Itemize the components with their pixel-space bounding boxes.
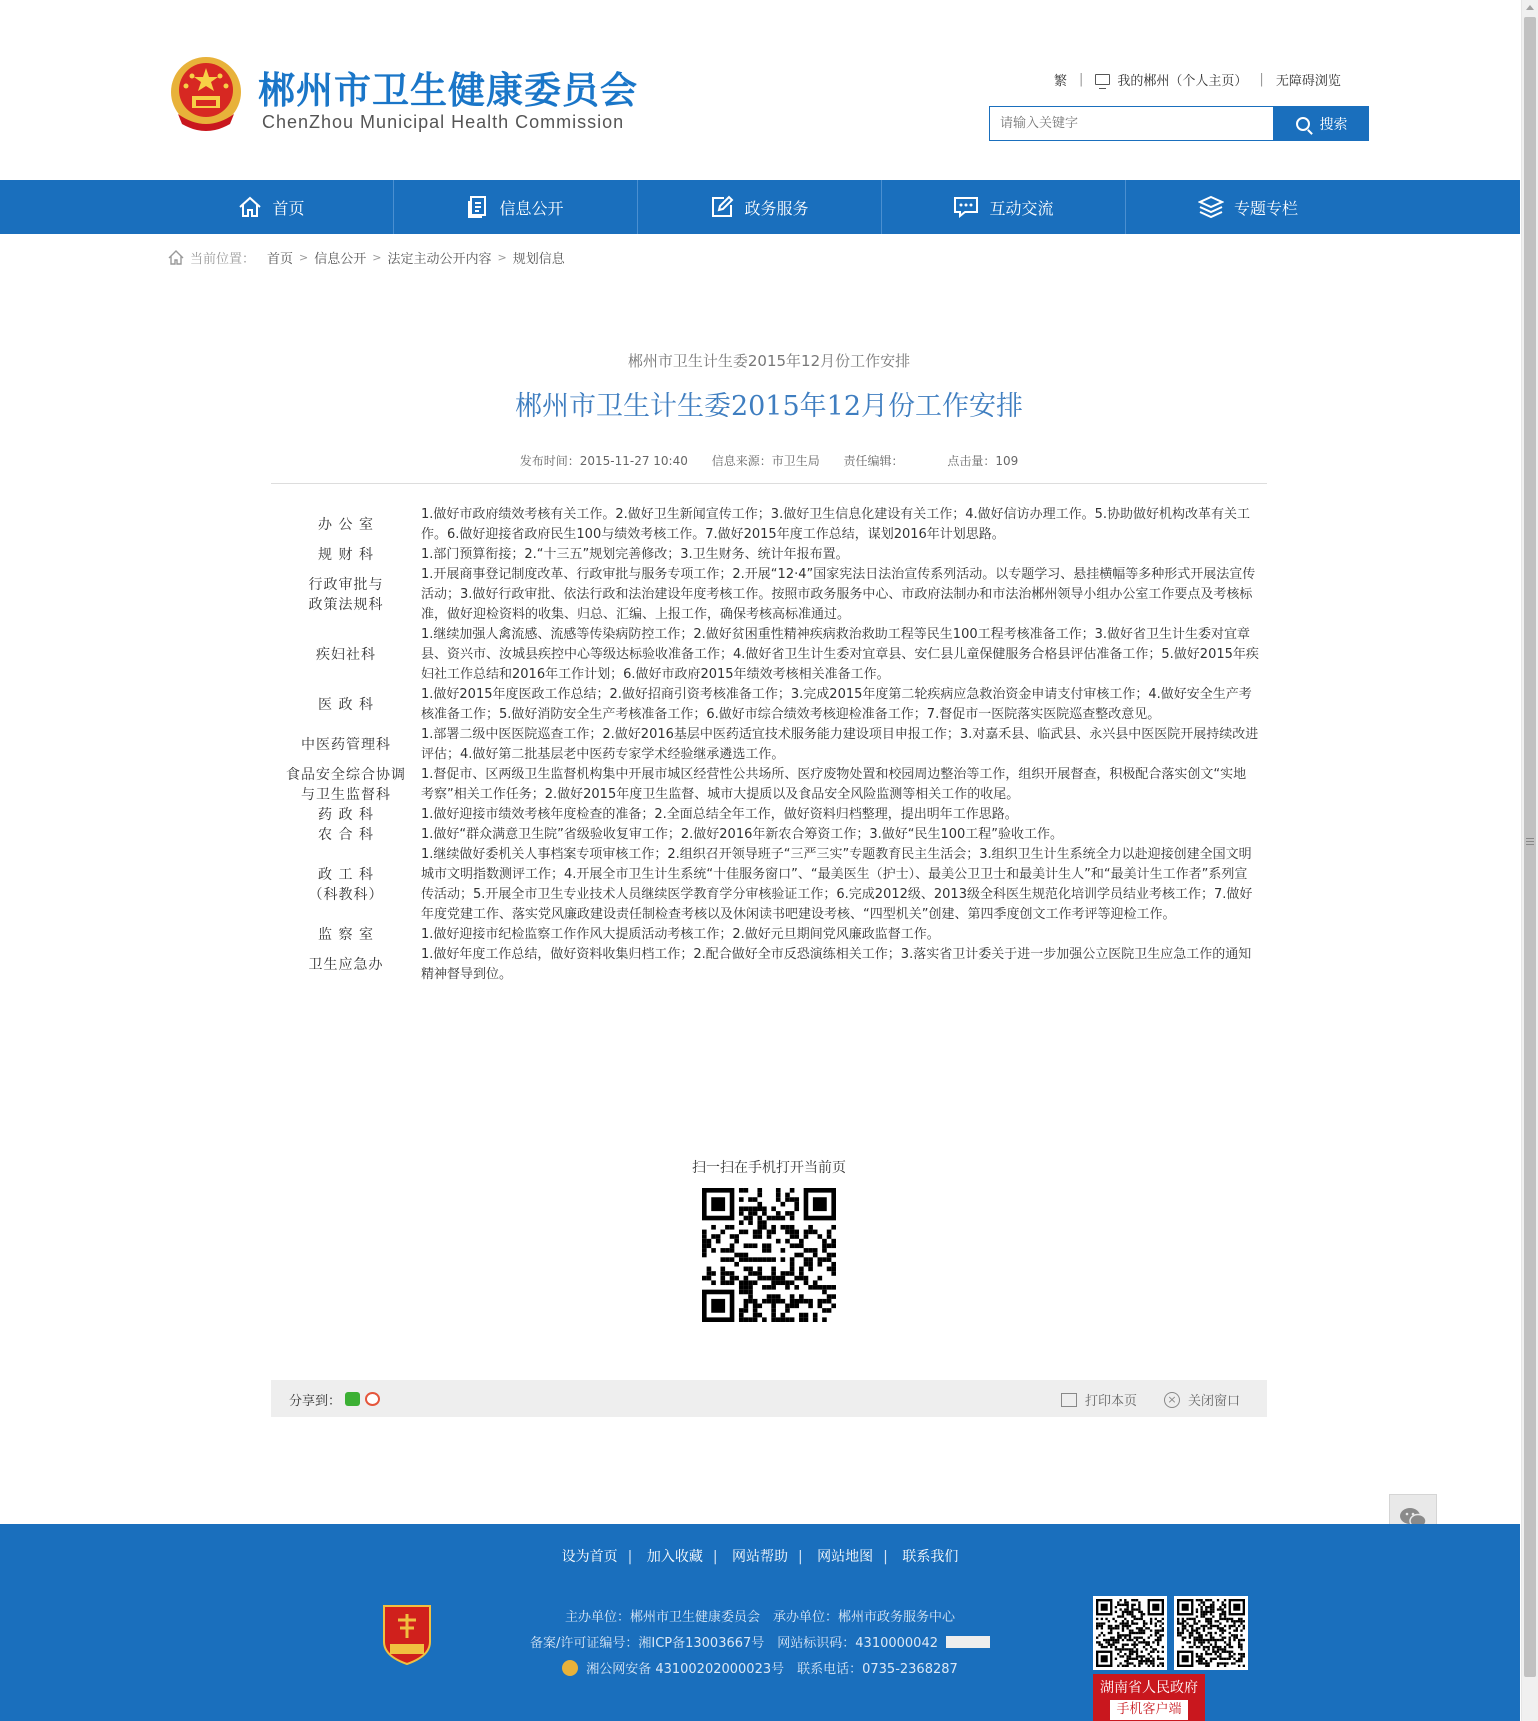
breadcrumb-item-home[interactable]: 首页 xyxy=(267,252,294,267)
department-name: 监 察 室 xyxy=(318,927,374,943)
nav-item-topics[interactable] xyxy=(1126,180,1370,234)
footer-links: 设为首页 | 加入收藏 | 网站帮助 | 网站地图 | 联系我们 xyxy=(561,1549,959,1565)
department-tasks: 1.督促市、区两级卫生监督机构集中开展市城区经营性公共场所、医疗废物处置和校园周边整治等工作，组织开展督查，积极配合落实创文“实地考察”相关工作任务；2.做好2015年度卫生监督、城市大提质以及食品安全风险监测等相关工作的收尾。 xyxy=(421,767,1247,802)
department-name: 药 政 科 xyxy=(318,807,374,823)
search-button-label: 搜索 xyxy=(1319,115,1348,132)
nav-label: 信息公开 xyxy=(499,198,564,218)
department-name: 办 公 室 xyxy=(318,517,374,533)
editor: 责任编辑： xyxy=(843,454,904,468)
department-name: 卫生应急办 xyxy=(308,957,384,973)
wechat-share-icon[interactable] xyxy=(345,1392,360,1406)
chevron-right-icon: > xyxy=(497,251,507,264)
police-badge-icon xyxy=(562,1660,578,1676)
nav-label: 首页 xyxy=(272,198,305,218)
info-source: 信息来源：市卫生局 xyxy=(711,454,820,468)
print-label: 打印本页 xyxy=(1085,1394,1138,1409)
department-name: 食品安全综合协调 与卫生监督科 xyxy=(286,767,406,803)
site-title[interactable]: 郴州市卫生健康委员会 xyxy=(258,69,638,112)
article-meta xyxy=(0,452,1538,469)
layers-icon xyxy=(1198,195,1224,219)
breadcrumb-item-info[interactable]: 信息公开 xyxy=(314,252,367,267)
table-row xyxy=(271,545,1267,565)
view-count: 点击量：109 xyxy=(947,454,1019,468)
nav-item-service[interactable] xyxy=(638,180,882,234)
department-tasks: 1.做好2015年度医政工作总结；2.做好招商引资考核准备工作；3.完成2015年度第二轮疾病应急救治资金申请支付审核工作；4.做好安全生产考核准备工作；5.做好消防安全生产考核准备工作；6.做好市综合绩效考核迎检准备工作；7.督促市一医院落实医院巡查整改意见。 xyxy=(421,687,1252,722)
scrollbar-thumb[interactable] xyxy=(1524,17,1536,1677)
department-tasks: 1.继续加强人禽流感、流感等传染病防控工作；2.做好贫困重性精神疾病救治救助工程等民生100工程考核准备工作；3.做好省卫生计生委对宜章县、资兴市、汝城县疾控中心等级达标验收准备工作；4.做好省卫生计生委对宜章县、安仁县儿童保健服务合格县评估准备工作；5.做好2015年疾妇社工作总结和2016年工作计划；6.做好市政府2015年绩效考核相关准备工作。 xyxy=(421,627,1259,682)
close-label: 关闭窗口 xyxy=(1188,1394,1241,1409)
footer-sponsor: 主办单位：郴州市卫生健康委员会 承办单位：郴州市政务服务中心 xyxy=(564,1610,955,1625)
chevron-right-icon: > xyxy=(299,251,309,264)
printer-icon xyxy=(1061,1393,1077,1407)
scroll-up-arrow-icon[interactable] xyxy=(1522,0,1538,16)
work-table xyxy=(271,505,1267,985)
close-icon: × xyxy=(1164,1392,1180,1408)
table-row xyxy=(271,925,1267,945)
breadcrumb-item-legal[interactable]: 法定主动公开内容 xyxy=(387,252,492,267)
monitor-icon xyxy=(1095,74,1110,85)
nav-item-home[interactable] xyxy=(150,180,394,234)
footer xyxy=(0,1524,1520,1721)
search-button[interactable] xyxy=(1274,106,1369,141)
table-row xyxy=(271,725,1267,765)
department-name: 政 工 科 （科教科） xyxy=(308,867,384,903)
my-chenzhou-link[interactable]: 我的郴州（个人主页） xyxy=(1117,74,1248,89)
department-tasks: 1.继续做好委机关人事档案专项审核工作；2.组织召开领导班子“三严三实”专题教育民主生活会；3.组织卫生计生系统全力以赴迎接创建全国文明城市文明指数测评工作；4.开展全市卫生计生系统“十佳服务窗口”、“最美医生（护士）、最美公卫卫士和最美计生人”和“最美计生工作者”系列宣传活动；5.开展全市卫生专业技术人员继续医学教育学分审核验证工作；6.完成2012级、2013级全科医生规范化培训学员结业考核工作；7.做好年度党建工作、落实党风廉政建设责任制检查考核以及休闲读书吧建设考核、“四型机关”创建、第四季度创文工作考评等迎检工作。 xyxy=(421,847,1253,922)
print-button[interactable] xyxy=(1061,1390,1137,1409)
vertical-scrollbar[interactable] xyxy=(1521,0,1538,1721)
footer-qr-code-1 xyxy=(1093,1596,1167,1670)
article-subtitle: 郴州市卫生计生委2015年12月份工作安排 xyxy=(627,352,911,370)
table-row xyxy=(271,945,1267,985)
footer-link-help[interactable]: 网站帮助 xyxy=(732,1549,788,1565)
publish-time: 发布时间：2015-11-27 10:40 xyxy=(519,454,688,468)
department-tasks: 1.做好年度工作总结，做好资料收集归档工作；2.配合做好全市反恐演练相关工作；3.落实省卫计委关于进一步加强公立医院卫生应急工作的通知精神督导到位。 xyxy=(421,947,1252,982)
department-tasks: 1.做好迎接市绩效考核年度检查的准备；2.全面总结全年工作，做好资料归档整理，提出明年工作思路。 xyxy=(421,807,1018,822)
article-title: 郴州市卫生计生委2015年12月份工作安排 xyxy=(514,391,1024,422)
nav-label: 专题专栏 xyxy=(1233,198,1298,218)
share-bar xyxy=(271,1380,1267,1417)
department-name: 医 政 科 xyxy=(318,697,374,713)
share-label: 分享到： xyxy=(289,1394,342,1409)
department-name: 规 财 科 xyxy=(318,547,374,563)
qr-code-image xyxy=(1096,1599,1164,1667)
breadcrumb-label: 当前位置： xyxy=(190,252,256,267)
table-row xyxy=(271,565,1267,625)
footer-icp: 备案/许可证编号：湘ICP备13003667号 网站标识码：4310000042 xyxy=(529,1636,938,1651)
department-tasks: 1.部门预算衔接；2.“十三五”规划完善修改；3.卫生财务、统计年报布置。 xyxy=(421,547,849,562)
department-tasks: 1.部署二级中医医院巡查工作；2.做好2016基层中医药适宜技术服务能力建设项目申报工作；3.对嘉禾县、临武县、永兴县中医医院开展持续改进评估；4.做好第二批基层老中医药专家学术经验继承遴选工作。 xyxy=(421,727,1259,762)
site-subtitle: ChenZhou Municipal Health Commission xyxy=(262,112,625,132)
search-input[interactable] xyxy=(989,106,1274,141)
party-government-badge[interactable] xyxy=(380,1602,434,1666)
department-tasks: 1.做好迎接市纪检监察工作作风大提质活动考核工作；2.做好元旦期间党风廉政监督工作。 xyxy=(421,927,940,942)
footer-qr-code-2 xyxy=(1174,1596,1248,1670)
home-icon xyxy=(168,250,184,265)
site-identity-badge-icon[interactable] xyxy=(946,1636,990,1648)
close-window-button[interactable] xyxy=(1164,1390,1240,1409)
page-qr-code xyxy=(702,1188,836,1322)
department-tasks: 1.做好“群众满意卫生院”省级验收复审工作；2.做好2016年新农合筹资工作；3.做好“民生100工程”验收工作。 xyxy=(421,827,1064,842)
divider xyxy=(271,483,1267,484)
weibo-share-icon[interactable] xyxy=(365,1392,380,1406)
table-row xyxy=(271,505,1267,545)
department-name: 疾妇社科 xyxy=(316,647,376,663)
footer-link-contact[interactable]: 联系我们 xyxy=(902,1549,959,1565)
footer-link-bookmark[interactable]: 加入收藏 xyxy=(646,1549,703,1565)
footer-police-row xyxy=(480,1658,1040,1677)
department-name: 农 合 科 xyxy=(318,827,374,843)
nav-label: 政务服务 xyxy=(744,198,809,218)
traditional-chinese-link[interactable]: 繁 xyxy=(1054,74,1068,89)
department-tasks: 1.开展商事登记制度改革、行政审批与服务专项工作；2.开展“12·4”国家宪法日法治宣传系列活动。以专题学习、悬挂横幅等多种形式开展法宣传活动；3.做好行政审批、依法行政和法治建设年度考核工作。按照市政务服务中心、市政府法制办和市法治郴州领导小组办公室工作要点及考核标准，做好迎检资料的收集、归总、汇编、上报工作，确保考核高标准通过。 xyxy=(421,567,1256,622)
footer-icp-row xyxy=(480,1632,1040,1651)
top-links xyxy=(1054,70,1341,89)
qr-code-image xyxy=(1177,1599,1245,1667)
home-icon xyxy=(238,196,262,218)
nav-item-info[interactable] xyxy=(394,180,638,234)
chat-icon xyxy=(953,196,979,218)
hunan-gov-app-badge[interactable] xyxy=(1093,1674,1205,1721)
hunan-badge-title: 湖南省人民政府 xyxy=(1100,1680,1198,1696)
document-icon xyxy=(467,195,489,219)
nav-label: 互动交流 xyxy=(989,198,1054,218)
nav-item-interact[interactable] xyxy=(882,180,1126,234)
chevron-right-icon: > xyxy=(372,251,382,264)
table-row xyxy=(271,685,1267,725)
main-nav xyxy=(0,180,1520,234)
edit-icon xyxy=(710,195,734,219)
breadcrumb xyxy=(168,248,565,267)
separator: | xyxy=(1259,72,1264,87)
breadcrumb-item-planning[interactable]: 规划信息 xyxy=(512,252,565,267)
table-row xyxy=(271,825,1267,845)
footer-link-sitemap[interactable]: 网站地图 xyxy=(817,1549,874,1565)
department-name: 中医药管理科 xyxy=(301,737,391,753)
footer-link-set-home[interactable]: 设为首页 xyxy=(561,1549,618,1565)
search-icon xyxy=(1296,117,1310,131)
table-row xyxy=(271,625,1267,685)
hunan-badge-sub: 手机客户端 xyxy=(1110,1700,1187,1720)
qr-label: 扫一扫在手机打开当前页 xyxy=(692,1160,846,1176)
header xyxy=(0,0,1520,180)
department-name: 行政审批与 政策法规科 xyxy=(308,577,384,613)
footer-police: 湘公网安备 43100202000023号 联系电话：0735-2368287 xyxy=(586,1662,958,1677)
separator: | xyxy=(1079,72,1084,87)
national-emblem-icon[interactable] xyxy=(168,54,244,134)
table-row xyxy=(271,805,1267,825)
scrollbar-grip-icon xyxy=(1526,838,1534,845)
table-row xyxy=(271,845,1267,925)
table-row xyxy=(271,765,1267,805)
accessible-browse-link[interactable]: 无障碍浏览 xyxy=(1275,74,1341,89)
department-tasks: 1.做好市政府绩效考核有关工作。2.做好卫生新闻宣传工作；3.做好卫生信息化建设有关工作；4.做好信访办理工作。5.协助做好机构改革有关工作。6.做好迎接省政府民生100与绩效考核工作。7.做好2015年度工作总结，谋划2016年计划思路。 xyxy=(421,507,1251,542)
